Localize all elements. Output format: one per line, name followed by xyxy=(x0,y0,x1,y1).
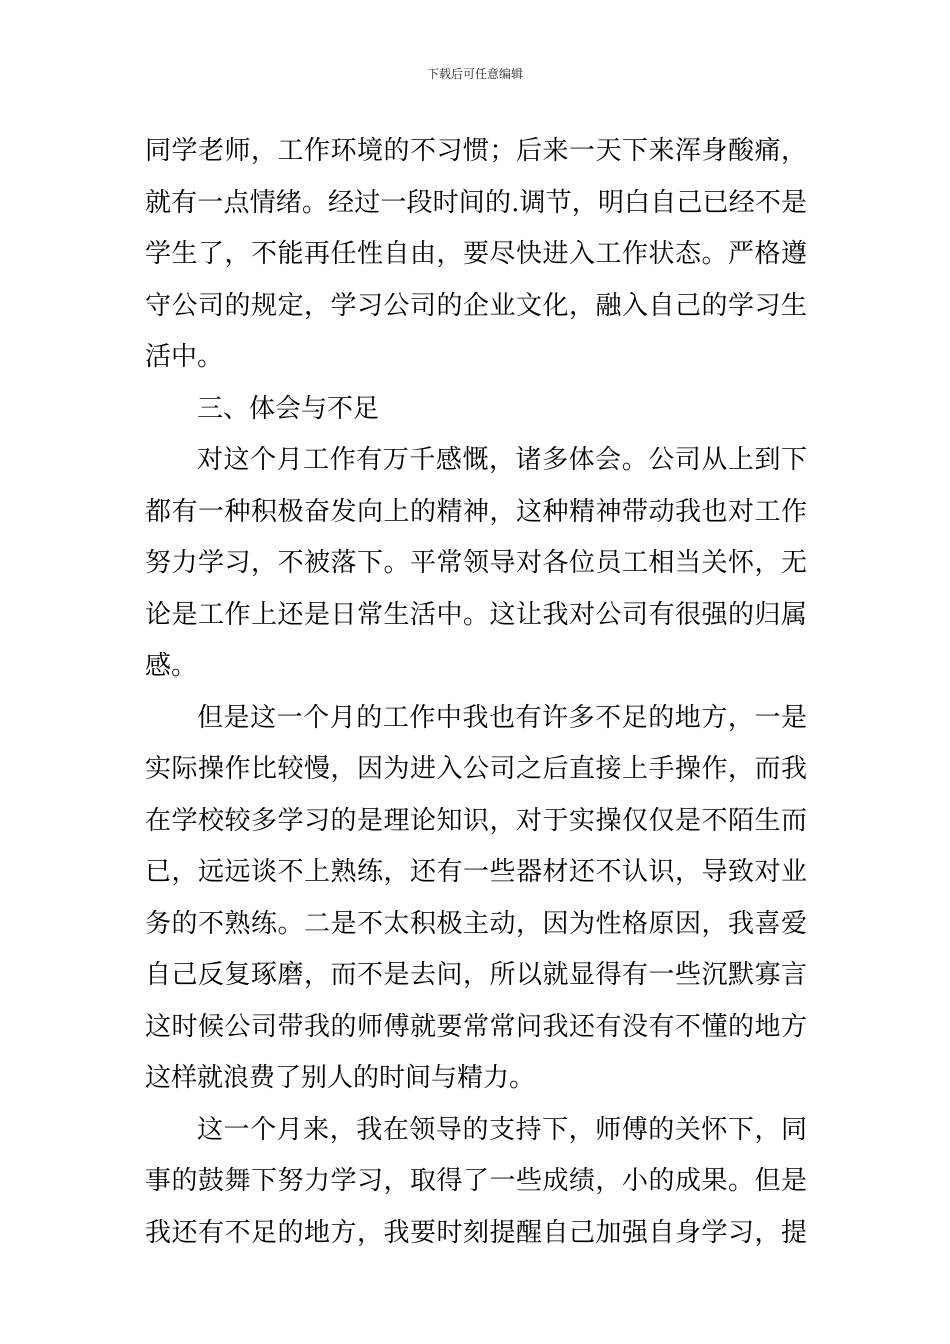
text-line: 这样就浪费了别人的时间与精力。 xyxy=(145,1063,536,1093)
text-line: 感。 xyxy=(145,651,198,681)
text-line: 对这个月工作有万千感慨，诸多体会。公司从上到下 xyxy=(197,445,807,475)
text-line: 在学校较多学习的是理论知识，对于实操仅仅是不陌生而 xyxy=(145,805,807,836)
text-line: 我还有不足的地方，我要时刻提醒自己加强自身学习，提 xyxy=(145,1217,807,1248)
text-line: 活中。 xyxy=(145,342,224,372)
paragraph xyxy=(145,126,807,384)
text-line: 已，远远谈不上熟练，还有一些器材还不认识，导致对业 xyxy=(145,857,807,887)
text-line: 自己反复琢磨，而不是去问，所以就显得有一些沉默寡言 xyxy=(145,960,807,990)
text-line: 都有一种积极奋发向上的精神，这种精神带动我也对工作 xyxy=(145,496,807,527)
page-header: 下载后可任意编辑 xyxy=(426,67,523,81)
text-line: 守公司的规定，学习公司的企业文化，融入自己的学习生 xyxy=(145,290,807,321)
text-line: 努力学习，不被落下。平常领导对各位员工相当关怀，无 xyxy=(145,548,807,578)
text-line: 事的鼓舞下努力学习，取得了一些成绩，小的成果。但是 xyxy=(145,1166,807,1196)
paragraph xyxy=(145,1105,807,1260)
text-line: 学生了，不能再任性自由，要尽快进入工作状态。严格遵 xyxy=(145,239,807,269)
paragraph xyxy=(145,693,807,1105)
text-line: 但是这一个月的工作中我也有许多不足的地方，一是 xyxy=(197,702,807,733)
document-body xyxy=(145,126,807,1259)
text-line: 论是工作上还是日常生活中。这让我对公司有很强的归属 xyxy=(145,599,807,630)
text-line: 就有一点情绪。经过一段时间的.调节，明白自己已经不是 xyxy=(145,187,807,218)
paragraph xyxy=(145,435,807,693)
text-line: 实际操作比较慢，因为进入公司之后直接上手操作，而我 xyxy=(145,754,807,784)
text-line: 这时候公司带我的师傅就要常常问我还有没有不懂的地方 xyxy=(145,1011,807,1042)
text-line: 务的不熟练。二是不太积极主动，因为性格原因，我喜爱 xyxy=(145,908,807,939)
section-heading: 三、体会与不足 xyxy=(197,393,380,424)
text-line: 这一个月来，我在领导的支持下，师傅的关怀下，同 xyxy=(197,1114,807,1145)
text-line: 同学老师，工作环境的不习惯；后来一天下来浑身酸痛， xyxy=(145,136,807,166)
